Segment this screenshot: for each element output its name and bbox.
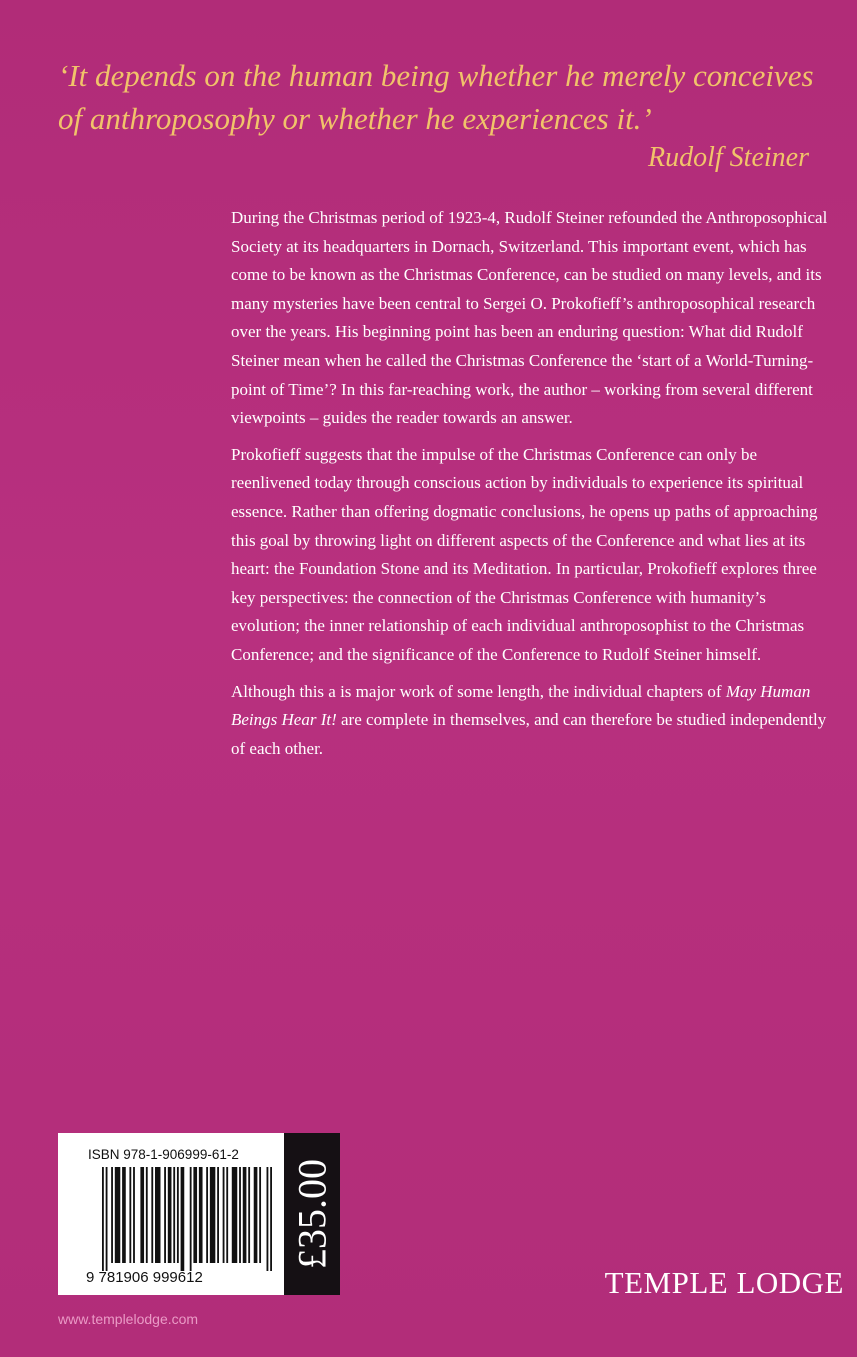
- publisher-website: www.templelodge.com: [58, 1311, 199, 1327]
- epigraph-quote: ‘It depends on the human being whether he merely conceives of anthroposophy or whether he experiences it.’: [58, 58, 814, 136]
- blurb-paragraph-3-end: are complete in themselves, and can therefore be studied independently of each other.: [231, 710, 827, 758]
- ean-digits: 9 781906 999612: [86, 1269, 203, 1286]
- blurb-paragraph-3-intro: Although this a is major work of some length, the individual chapters of: [231, 681, 726, 701]
- blurb-paragraph-2: Prokofieff suggests that the impulse of the Christmas Conference can only be reenlivened today through conscious action by individuals to experience its spiritual essence. Rather than offering dogmatic conclusions, he opens up paths of approaching this goal by throwing light on different aspects of the Conference and what lies at its heart: the Foundation Stone and its Meditation. In particular, Prokofieff explores three key perspectives: the connection of the Christmas Conference with humanity’s evolution; the inner relationship of each individual anthroposophist to the Christmas Conference; and the significance of the Conference to Rudolf Steiner himself.: [231, 444, 818, 664]
- isbn-label: ISBN 978-1-906999-61-2: [88, 1147, 239, 1162]
- blurb-text: [231, 204, 835, 771]
- publisher-name: TEMPLE LODGE: [604, 1265, 844, 1300]
- price-text: £35.00: [289, 1159, 335, 1269]
- book-title-italic: May Human Beings Hear It!: [231, 681, 811, 730]
- blurb-paragraph-3: [231, 678, 835, 764]
- blurb-paragraph-1: During the Christmas period of 1923-4, Rudolf Steiner refounded the Anthroposophical Society at its headquarters in Dornach, Switzerland. This important event, which has come to be known as the Christmas Conference, can be studied on many levels, and its many mysteries have been central to Sergei O. Prokofieff’s anthroposophical research over the years. His beginning point has been an enduring question: What did Rudolf Steiner mean when he called the Christmas Conference the ‘start of a World-Turning-point of Time’? In this far-reaching work, the author – working from several different viewpoints – guides the reader towards an answer.: [231, 208, 828, 428]
- barcode-bars-icon: [102, 1167, 272, 1271]
- price-label-box: [284, 1133, 340, 1295]
- quote-attribution: Rudolf Steiner: [648, 142, 809, 173]
- barcode-panel: [58, 1133, 284, 1295]
